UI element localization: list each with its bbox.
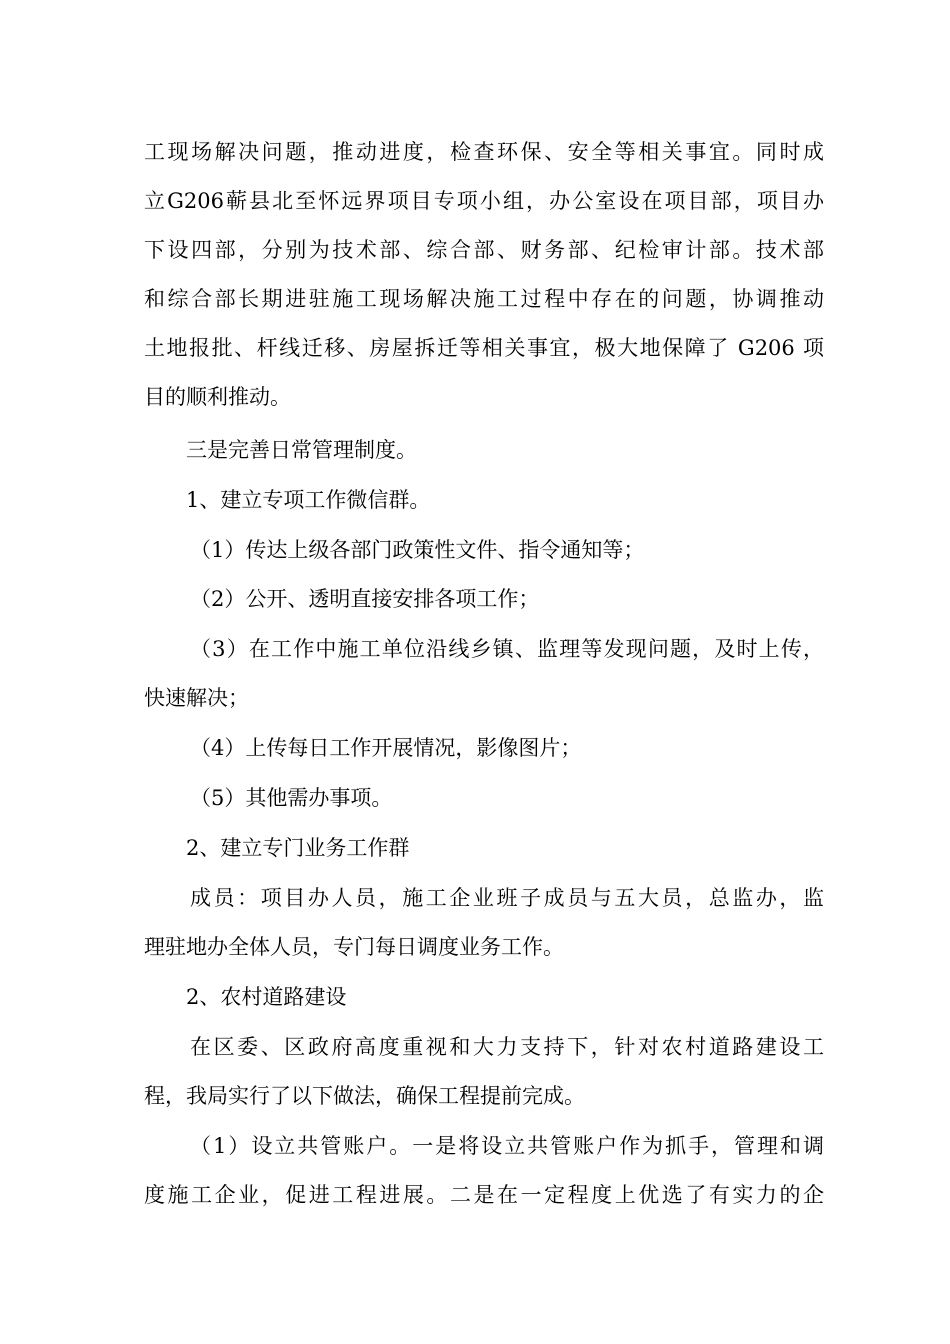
list-item: （1）设立共管账户。一是将设立共管账户作为抓手，管理和调 <box>190 1134 824 1158</box>
body-text-line: 成员：项目办人员，施工企业班子成员与五大员，总监办，监 <box>190 886 824 910</box>
body-text-line: 目的顺利推动。 <box>144 385 291 409</box>
section-heading: 三是完善日常管理制度。 <box>186 438 417 462</box>
list-item: （2）公开、透明直接安排各项工作； <box>190 587 540 611</box>
body-text-line: 下设四部，分别为技术部、综合部、财务部、纪检审计部。技术部 <box>144 238 824 262</box>
list-item: （4）上传每日工作开展情况，影像图片； <box>190 736 582 760</box>
list-item: （1）传达上级各部门政策性文件、指令通知等； <box>190 538 645 562</box>
subsection-heading: 2、建立专门业务工作群 <box>186 836 410 860</box>
body-text-line: 理驻地办全体人员，专门每日调度业务工作。 <box>144 935 564 959</box>
body-text-line: 工现场解决问题，推动进度，检查环保、安全等相关事宜。同时成 <box>144 140 824 164</box>
subsection-heading: 1、建立专项工作微信群。 <box>186 488 431 512</box>
body-text-line: 程，我局实行了以下做法，确保工程提前完成。 <box>144 1084 585 1108</box>
subsection-heading: 2、农村道路建设 <box>186 985 347 1009</box>
list-item: （5）其他需办事项。 <box>190 786 393 810</box>
body-text-line: 和综合部长期进驻施工现场解决施工过程中存在的问题，协调推动 <box>144 287 824 311</box>
list-item: （3）在工作中施工单位沿线乡镇、监理等发现问题，及时上传， <box>190 637 824 661</box>
body-text-line: 度施工企业，促进工程进展。二是在一定程度上优选了有实力的企 <box>144 1183 824 1207</box>
list-item-continuation: 快速解决； <box>144 686 249 710</box>
body-text-line: 立G206蕲县北至怀远界项目专项小组，办公室设在项目部，项目办 <box>144 189 824 213</box>
body-text-line: 在区委、区政府高度重视和大力支持下，针对农村道路建设工 <box>190 1035 824 1059</box>
body-text-line: 土地报批、杆线迁移、房屋拆迁等相关事宜，极大地保障了 G206 项 <box>144 336 824 360</box>
